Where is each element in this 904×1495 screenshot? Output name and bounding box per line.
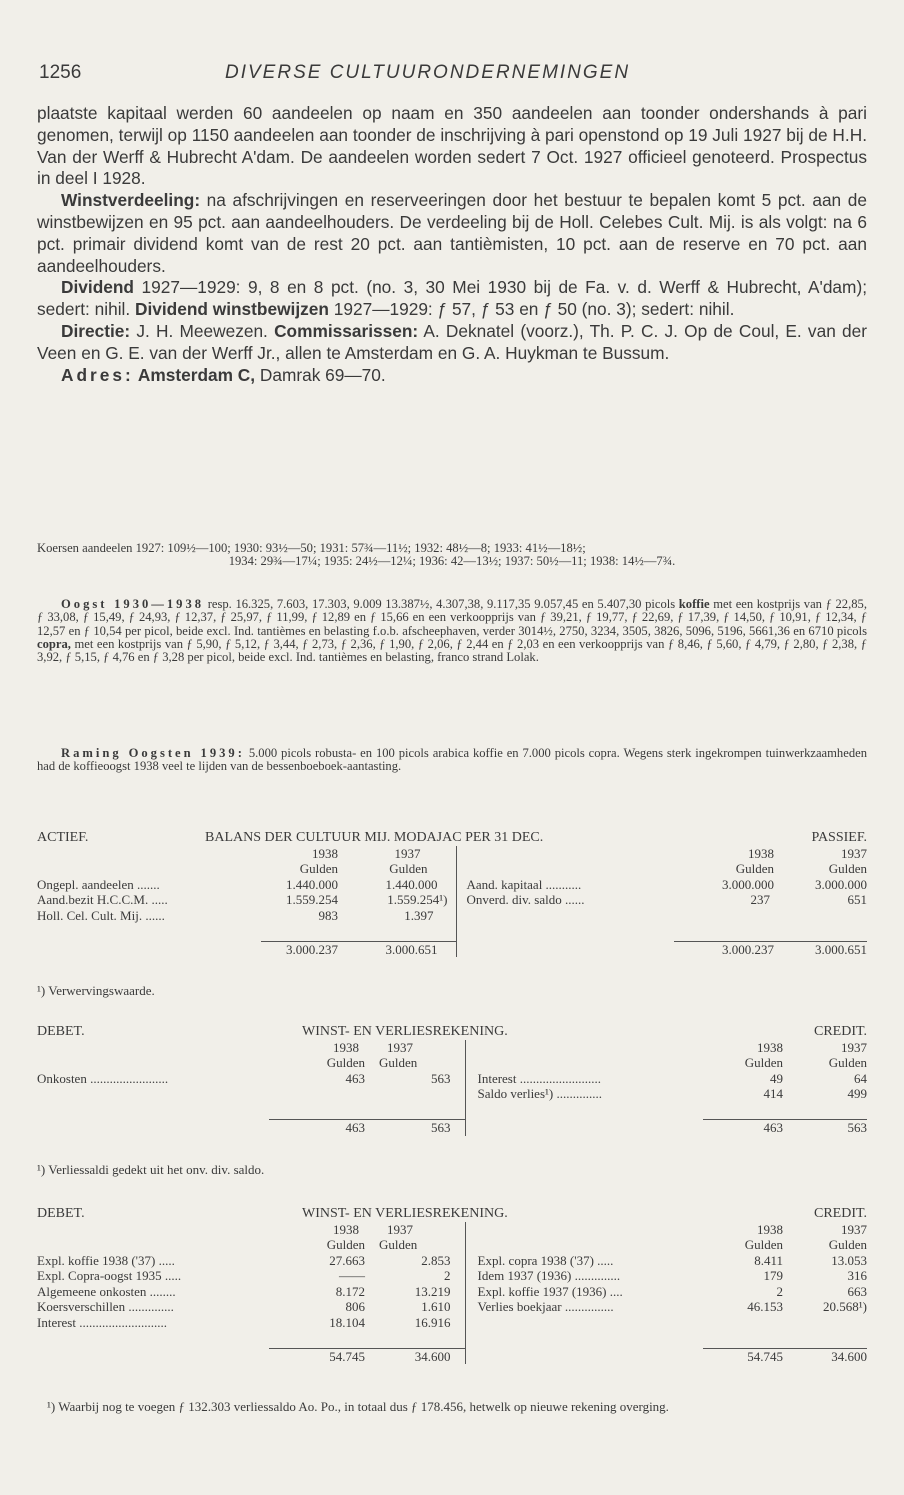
wv1-title: WINST- EN VERLIESREKENING. — [302, 1024, 508, 1039]
row-value: 2.853 — [365, 1253, 465, 1269]
table-row — [37, 1086, 867, 1102]
table-row — [37, 1253, 867, 1269]
row-value: 499 — [847, 1086, 867, 1101]
row-label: Onverd. div. saldo ...... — [466, 892, 585, 907]
balans-year-1937: 1937 — [338, 846, 456, 862]
row-value: 1.440.000 — [286, 876, 338, 892]
text-commissarissen: A. Deknatel (voorz.), Th. P. C. J. Op de Coul, E. van der Veen en G. E. van der Werff Jr., allen te Amsterdam en G. A. Huykman te Bussum. — [37, 320, 867, 363]
wv1-y1: 1938 — [333, 1039, 359, 1055]
table-row — [37, 892, 867, 908]
text-winstverdeeling: na afschrijvingen en reserveeringen door het bestuur te bepalen komt 5 pct. aan de winstbewijzen en 95 pct. aan aandeelhouders. De verdeeling bij de Holl. Celebes Cult. Mij. is als volgt: na 6 pct. primair dividend komt van de rest 20 pct. aan tantièmisten, 10 pct. aan de reserve en 70 pct. aan aandeelhouders. — [37, 190, 867, 276]
balans-table — [37, 830, 867, 957]
row-label: Aand.bezit H.C.C.M. ..... — [37, 892, 168, 907]
paragraph-capital: plaatste kapitaal werden 60 aandeelen op naam en 350 aandeelen aan toonder ondershands à pari genomen, terwijl op 1150 aandeelen aan toonder de inschrijving à pari openstond op 19 Juli 1927 bij de H.H. Van der Werff & Hubrecht A'dam. De aandeelen worden sedert 7 Oct. 1927 officieel genoteerd. Prospectus in deel I 1928. — [37, 103, 867, 189]
paragraph-adres — [37, 365, 867, 387]
raming-text: 5.000 picols robusta- en 100 picols arabica koffie en 7.000 picols copra. Wegens sterk ingekrompen tuinwerkzaamheden had de koffieoogst 1938 veel te lijden van de bessenboeboek-aantasting. — [37, 746, 867, 774]
wv2-y1: 1938 — [333, 1221, 359, 1237]
page-header — [37, 62, 867, 86]
table-row — [37, 1299, 867, 1315]
balans-total-1937: 3.000.651 — [338, 941, 456, 957]
wv1-left-head: DEBET. — [37, 1024, 85, 1039]
balans-year-1938: 1938 — [312, 845, 338, 861]
oogst-text-a: resp. 16.325, 7.603, 17.303, 9.009 13.387½, 4.307,38, 9.117,35 9.057,45 en 5.407,30 picols — [204, 597, 679, 611]
balans-cur-2: Gulden — [338, 861, 456, 877]
wv2-total-a: 54.745 — [329, 1348, 365, 1364]
text-dividend-winstbewijzen: 1927—1929: ƒ 57, ƒ 53 en ƒ 50 (no. 3); sedert: nihil. — [328, 299, 735, 320]
row-value: 663 — [847, 1283, 867, 1299]
row-value: 1.610 — [365, 1299, 465, 1315]
oogst-copra: copra, — [37, 636, 71, 651]
company-description — [37, 103, 867, 386]
row-value: 3.000.000 — [722, 876, 774, 892]
balans-cur-4: Gulden — [828, 861, 867, 876]
table-row — [37, 1268, 867, 1284]
table-row — [37, 1071, 867, 1087]
row-value: 651 — [847, 892, 867, 907]
row-label: Onkosten ........................ — [37, 1070, 169, 1086]
wv1-ry1: 1938 — [757, 1039, 783, 1055]
oogst-text-b: met een kostprijs van ƒ 22,85, ƒ 33,08, ƒ 15,49, ƒ 24,93, ƒ 12,37, ƒ 25,97, ƒ 11,99, ƒ 12,89 en ƒ 15,66 en een verkoopprijs van ƒ 39,21, ƒ 19,77, ƒ 22,69, ƒ 17,39, ƒ 14,50, ƒ 10,91, ƒ 12,34, ƒ 12,57 en ƒ 10,54 per picol, beide excl. Ind. tantièmes en belasting f.o.b. afscheephaven, verder 3014½, 2750, 3234, 3505, 3826, 5096, 5196, 5661,36 en 6710 picols — [37, 597, 867, 638]
row-value: 806 — [345, 1299, 365, 1314]
adres-city: Amsterdam C, — [133, 364, 256, 385]
row-value: 16.916 — [365, 1315, 465, 1331]
wv1-footnote: ¹) Verliessaldi gedekt uit het onv. div. saldo. — [37, 1162, 265, 1177]
wv2-c4: Gulden — [828, 1237, 867, 1252]
row-label: Expl. copra 1938 ('37) ..... — [477, 1252, 614, 1268]
running-head: DIVERSE CULTUURONDERNEMINGEN — [225, 62, 631, 83]
row-value: 463 — [345, 1070, 365, 1086]
row-value: 414 — [763, 1086, 783, 1101]
row-label: Koersverschillen .............. — [37, 1299, 174, 1314]
label-commissarissen: Commissarissen: — [274, 320, 419, 341]
wv2-y2: 1937 — [365, 1222, 465, 1238]
wv2-total-b: 34.600 — [365, 1348, 465, 1364]
balans-right-year-1938: 1938 — [748, 845, 774, 861]
balans-cur-1: Gulden — [299, 861, 338, 876]
balans-right-total-1938: 3.000.237 — [722, 941, 774, 957]
label-directie: Directie: — [61, 320, 131, 341]
row-value: 563 — [365, 1071, 465, 1087]
row-value: 179 — [763, 1268, 783, 1283]
row-value: 49 — [770, 1070, 783, 1086]
raming-paragraph — [37, 747, 867, 774]
oogst-label: Oogst 1930—1938 — [61, 597, 205, 611]
table-row — [37, 1315, 867, 1331]
row-value: 46.153 — [747, 1299, 783, 1314]
table-row — [37, 877, 867, 893]
wv1-c3: Gulden — [744, 1055, 783, 1070]
row-label: Expl. Copra-oogst 1935 ..... — [37, 1268, 182, 1283]
row-value: 1.559.254 — [286, 892, 338, 907]
wv1-right-head: CREDIT. — [813, 1024, 867, 1039]
oogst-koffie: koffie — [678, 597, 710, 611]
row-value: 13.219 — [365, 1284, 465, 1300]
row-value: 3.000.000 — [815, 876, 867, 892]
wv2-left-head: DEBET. — [37, 1206, 85, 1221]
balans-right-total-1937: 3.000.651 — [815, 941, 867, 957]
paragraph-directie — [37, 321, 867, 365]
balans-total-1938: 3.000.237 — [286, 941, 338, 957]
row-label: Interest ......................... — [477, 1070, 601, 1086]
row-value: 2 — [365, 1268, 465, 1284]
balans-left-head: ACTIEF. — [37, 830, 89, 845]
row-value: 237 — [750, 892, 770, 907]
row-label: Interest ........................... — [37, 1314, 167, 1330]
text-directie: J. H. Meewezen. — [130, 320, 275, 341]
row-value: 13.053 — [831, 1252, 867, 1268]
oogst-text-c: met een kostprijs van ƒ 5,90, ƒ 5,12, ƒ 3,44, ƒ 2,73, ƒ 2,36, ƒ 1,90, ƒ 2,06, ƒ 2,44 en ƒ 2,03 en een verkoopprijs van ƒ 8,46, ƒ 5,60, ƒ 4,79, ƒ 2,80, ƒ 2,38, ƒ 3,92, ƒ 5,15, ƒ 4,76 en ƒ 3,28 per picol, beide excl. Ind. tantièmes en belasting, franco strand Lolak. — [37, 636, 867, 665]
wv1-rtotal-b: 563 — [847, 1120, 867, 1135]
row-value: 20.568¹) — [823, 1299, 867, 1314]
row-label: Expl. koffie 1937 (1936) .... — [477, 1283, 623, 1299]
table-row — [37, 1284, 867, 1300]
label-dividend: Dividend — [61, 277, 134, 298]
label-adres: Adres: — [61, 364, 134, 385]
row-value: 1.397 — [338, 908, 456, 924]
oogst-paragraph — [37, 598, 867, 664]
balans-cur-3: Gulden — [735, 861, 774, 876]
table-row — [37, 908, 867, 924]
row-value: 316 — [847, 1268, 867, 1283]
row-value: 27.663 — [329, 1252, 365, 1268]
wv2-c2: Gulden — [365, 1237, 465, 1253]
wv1-c4: Gulden — [828, 1055, 867, 1070]
row-label: Saldo verlies¹) .............. — [477, 1086, 602, 1101]
koersen-line-2: 1934: 29¾—17¼; 1935: 24½—12¼; 1936: 42—13½; 1937: 50½—11; 1938: 14½—7¾. — [228, 554, 676, 569]
row-label: Verlies boekjaar ............... — [477, 1299, 614, 1314]
wv1-ry2: 1937 — [841, 1039, 867, 1055]
row-label: Expl. koffie 1938 ('37) ..... — [37, 1252, 175, 1268]
balans-title: BALANS DER CULTUUR MIJ. MODAJAC PER 31 DEC. — [205, 830, 544, 845]
winst-verlies-table-2 — [37, 1206, 867, 1364]
document-page — [37, 0, 867, 1495]
row-value: 64 — [854, 1070, 867, 1086]
balans-footnote: ¹) Verwervingswaarde. — [37, 983, 155, 998]
koersen-line-1: Koersen aandeelen 1927: 109½—100; 1930: 93½—50; 1931: 57¾—11½; 1932: 48½—8; 1933: 41½—18½; — [37, 541, 586, 555]
wv2-c1: Gulden — [326, 1237, 365, 1252]
wv2-rtotal-a: 54.745 — [747, 1348, 783, 1364]
wv2-ry2: 1937 — [841, 1221, 867, 1237]
wv1-total-a: 463 — [345, 1120, 365, 1135]
wv1-rtotal-a: 463 — [763, 1120, 783, 1135]
wv1-y2: 1937 — [365, 1040, 465, 1056]
wv2-title: WINST- EN VERLIESREKENING. — [302, 1206, 508, 1221]
adres-street: Damrak 69—70. — [255, 364, 386, 385]
row-value: 18.104 — [329, 1314, 365, 1330]
row-label: Algemeene onkosten ........ — [37, 1283, 176, 1299]
wv1-c2: Gulden — [365, 1055, 465, 1071]
wv2-footnote: ¹) Waarbij nog te voegen ƒ 132.303 verliessaldo Ao. Po., in totaal dus ƒ 178.456, hetwelk op nieuwe rekening overging. — [47, 1399, 669, 1414]
koersen-block — [37, 542, 867, 569]
raming-label: Raming Oogsten 1939: — [61, 746, 245, 760]
row-label: Aand. kapitaal ........... — [466, 876, 582, 892]
paragraph-winstverdeeling — [37, 190, 867, 277]
row-label: Ongepl. aandeelen ....... — [37, 876, 160, 892]
balans-right-year-1937: 1937 — [841, 845, 867, 861]
wv2-right-head: CREDIT. — [813, 1206, 867, 1221]
winst-verlies-table-1 — [37, 1024, 867, 1136]
row-value: 1.440.000 — [338, 877, 456, 893]
paragraph-dividend — [37, 277, 867, 321]
label-winstverdeeling: Winstverdeeling: — [61, 190, 201, 211]
row-value: —— — [339, 1268, 365, 1283]
row-value: 2 — [776, 1283, 783, 1299]
wv2-rtotal-b: 34.600 — [831, 1348, 867, 1364]
row-label: Idem 1937 (1936) .............. — [477, 1268, 621, 1283]
row-value: 983 — [318, 907, 338, 923]
balans-right-head: PASSIEF. — [811, 830, 867, 845]
wv1-total-b: 563 — [365, 1120, 465, 1136]
text-dividend: 1927—1929: 9, 8 en 8 pct. (no. 3, 30 Mei 1930 bij de Fa. v. d. Werff & Hubrecht, A'dam); sedert: nihil. — [37, 277, 867, 320]
row-label: Holl. Cel. Cult. Mij. ...... — [37, 907, 165, 923]
wv1-c1: Gulden — [326, 1055, 365, 1070]
row-value: 8.172 — [335, 1283, 365, 1299]
oogst-block — [37, 598, 867, 664]
page-number: 1256 — [39, 62, 82, 83]
label-dividend-winstbewijzen: Dividend winstbewijzen — [134, 299, 329, 320]
row-value: 1.559.254¹) — [338, 892, 456, 908]
row-value: 8.411 — [754, 1252, 783, 1268]
wv2-ry1: 1938 — [757, 1221, 783, 1237]
raming-block — [37, 747, 867, 774]
wv2-c3: Gulden — [744, 1237, 783, 1252]
